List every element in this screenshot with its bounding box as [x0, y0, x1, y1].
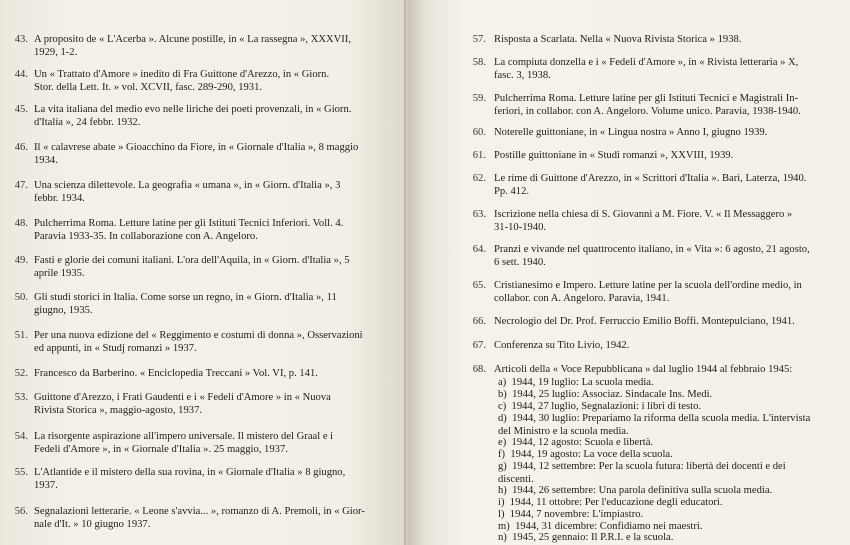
entry-number: 48. [14, 218, 28, 229]
entry-text: Per una nuova edizione del « Reggimento e costumi di donna », Osservazioni ed appunti, in « Studj romanzi » 1937. [34, 330, 363, 354]
entry-number: 54. [14, 431, 28, 442]
entry-text: Iscrizione nella chiesa di S. Giovanni a M. Fiore. V. « Il Messaggero » 31-10-1940. [494, 209, 793, 233]
entry-number: 45. [14, 104, 28, 115]
entry-number: 62. [472, 173, 486, 184]
sub-text: 1944, 25 luglio: Associaz. Sindacale Ins. Medi. [512, 389, 713, 400]
entry-number: 59. [472, 93, 486, 104]
entry-number: 46. [14, 142, 28, 153]
sub-list-item [498, 437, 653, 450]
entry-number: 53. [14, 392, 28, 403]
entry-number: 47. [14, 180, 28, 191]
sub-text: 1945, 25 gennaio: Il P.R.I. e la scuola. [512, 532, 674, 543]
entry-text: Le rime di Guittone d'Arezzo, in « Scrittori d'Italia ». Bari, Laterza, 1940. Pp. 412. [494, 173, 807, 197]
entry-number: 66. [472, 316, 486, 327]
entry-text: Pranzi e vivande nel quattrocento italiano, in « Vita »: 6 agosto, 21 agosto, 6 sett. 1940. [494, 244, 810, 268]
sub-letter: b) [498, 389, 507, 400]
entry-text: Fasti e glorie dei comuni italiani. L'ora dell'Aquila, in « Giorn. d'Italia », 5 aprile 1935. [34, 255, 350, 279]
entry-text: A proposito de « L'Acerba ». Alcune postille, in « La rassegna », XXXVII, 1929, 1-2. [34, 34, 351, 58]
entry-number: 61. [472, 150, 486, 161]
sub-letter: d) [498, 413, 507, 424]
entry-text: La compiuta donzella e i « Fedeli d'Amore », in « Rivista letteraria » X, fasc. 3, 1938. [494, 57, 799, 81]
entry-text: Francesco da Barberino. « Enciclopedia Treccani » Vol. VI, p. 141. [34, 368, 318, 379]
entry-text: Gli studi storici in Italia. Come sorse un regno, in « Giorn. d'Italia », 11 giugno, 1935. [34, 292, 337, 316]
sub-letter: l) [498, 509, 505, 520]
sub-letter: i) [498, 497, 505, 508]
entry-number: 60. [472, 127, 486, 138]
entry-text: Guittone d'Arezzo, i Frati Gaudenti e i « Fedeli d'Amore » in « Nuova Rivista Storica », maggio-agosto, 1937. [34, 392, 331, 416]
sub-text: 1944, 7 novembre: L'impiastro. [509, 509, 644, 520]
sub-list-item [498, 461, 848, 486]
entry-number: 43. [14, 34, 28, 45]
entry-number: 51. [14, 330, 28, 341]
entry-number: 63. [472, 209, 486, 220]
left-page [0, 0, 408, 545]
entry-text: Pulcherrima Roma. Letture latine per gli Istituti Tecnici e Magistrali In- feriori, in collabor. con A. Angeloro. Volume unico. Paravia, 1938-1940. [494, 93, 801, 117]
entry-number: 65. [472, 280, 486, 291]
entry-text: Un « Trattato d'Amore » inedito di Fra Guittone d'Arezzo, in « Giorn. Stor. della Lett. It. » vol. XCVII, fasc. 289-290, 1931. [34, 69, 330, 93]
sub-letter: g) [498, 461, 507, 472]
sub-text: 1944, 31 dicembre: Confidiamo nei maestri. [515, 521, 703, 532]
entry-text: Necrologio del Dr. Prof. Ferruccio Emilio Boffi. Montepulciano, 1941. [494, 316, 795, 327]
sub-list-item [498, 532, 673, 545]
right-page [408, 0, 850, 545]
entry-text: Cristianesimo e Impero. Letture latine per la scuola dell'ordine medio, in collabor. con A. Angeloro. Paravia, 1941. [494, 280, 802, 304]
entry-text: Postille guittoniane in « Studi romanzi », XXVIII, 1939. [494, 150, 734, 161]
sub-text: 1944, 11 ottobre: Per l'educazione degli educatori. [509, 497, 723, 508]
entry-text: Articoli della « Voce Repubblicana » dal luglio 1944 al febbraio 1945: [494, 364, 793, 375]
entry-text: Una scienza dilettevole. La geografia « umana », in « Giorn. d'Italia », 3 febbr. 1934. [34, 180, 341, 204]
entry-number: 57. [472, 34, 486, 45]
sub-list-item [498, 449, 673, 462]
entry-number: 50. [14, 292, 28, 303]
sub-letter: a) [498, 377, 507, 388]
entry-text: La vita italiana del medio evo nelle liriche dei poeti provenzali, in « Giorn. d'Italia », 24 febbr. 1932. [34, 104, 352, 128]
sub-letter: e) [498, 437, 507, 448]
entry-number: 64. [472, 244, 486, 255]
sub-letter: h) [498, 485, 507, 496]
entry-number: 67. [472, 340, 486, 351]
sub-text: 1944, 12 agosto: Scuola e libertà. [511, 437, 654, 448]
entry-number: 49. [14, 255, 28, 266]
entry-text: Il « calavrese abate » Gioacchino da Fiore, in « Giornale d'Italia », 8 maggio 1934. [34, 142, 359, 166]
sub-text: 1944, 30 luglio: Prepariamo la riforma della scuola media. L'intervista del Ministro e la scuola media. [498, 413, 811, 437]
sub-text: 1944, 26 settembre: Una parola definitiva sulla scuola media. [512, 485, 773, 496]
entry-text: Risposta a Scarlata. Nella « Nuova Rivista Storica » 1938. [494, 34, 742, 45]
entry-text: Noterelle guittoniane, in « Lingua nostra » Anno I, giugno 1939. [494, 127, 768, 138]
entry-number: 56. [14, 506, 28, 517]
sub-list-item [498, 509, 643, 522]
entry-text: Conferenza su Tito Livio, 1942. [494, 340, 630, 351]
entry-number: 44. [14, 69, 28, 80]
sub-text: 1944, 19 agosto: La voce della scuola. [510, 449, 673, 460]
sub-list-item [498, 497, 723, 510]
sub-list-item [498, 401, 701, 414]
entry-text: L'Atlantide e il mistero della sua rovina, in « Giornale d'Italia » 8 giugno, 1937. [34, 467, 346, 491]
entry-text: Segnalazioni letterarie. « Leone s'avvia... », romanzo di A. Premoli, in « Gior- nale d'It. » 10 giugno 1937. [34, 506, 365, 530]
sub-list-item [498, 485, 772, 498]
entry-number: 52. [14, 368, 28, 379]
entry-number: 55. [14, 467, 28, 478]
sub-list-item [498, 389, 712, 402]
entry-text: La risorgente aspirazione all'impero universale. Il mistero del Graal e i Fedeli d'Amore », in « Giornale d'Italia ». 25 maggio, 1937. [34, 431, 334, 455]
sub-text: 1944, 27 luglio, Segnalazioni: i libri di testo. [511, 401, 702, 412]
sub-letter: f) [498, 449, 506, 460]
sub-letter: n) [498, 532, 507, 543]
sub-letter: m) [498, 521, 510, 532]
entry-number: 68. [472, 364, 486, 375]
sub-list-item [498, 413, 848, 438]
sub-list-item [498, 377, 654, 390]
entry-text: Pulcherrima Roma. Letture latine per gli Istituti Tecnici Inferiori. Voll. 4. Paravia 1933-35. In collaborazione con A. Angeloro. [34, 218, 344, 242]
sub-text: 1944, 12 settembre: Per la scuola futura: libertà dei docenti e dei discenti. [498, 461, 786, 485]
sub-letter: c) [498, 401, 507, 412]
sub-text: 1944, 19 luglio: La scuola media. [511, 377, 654, 388]
entry-number: 58. [472, 57, 486, 68]
